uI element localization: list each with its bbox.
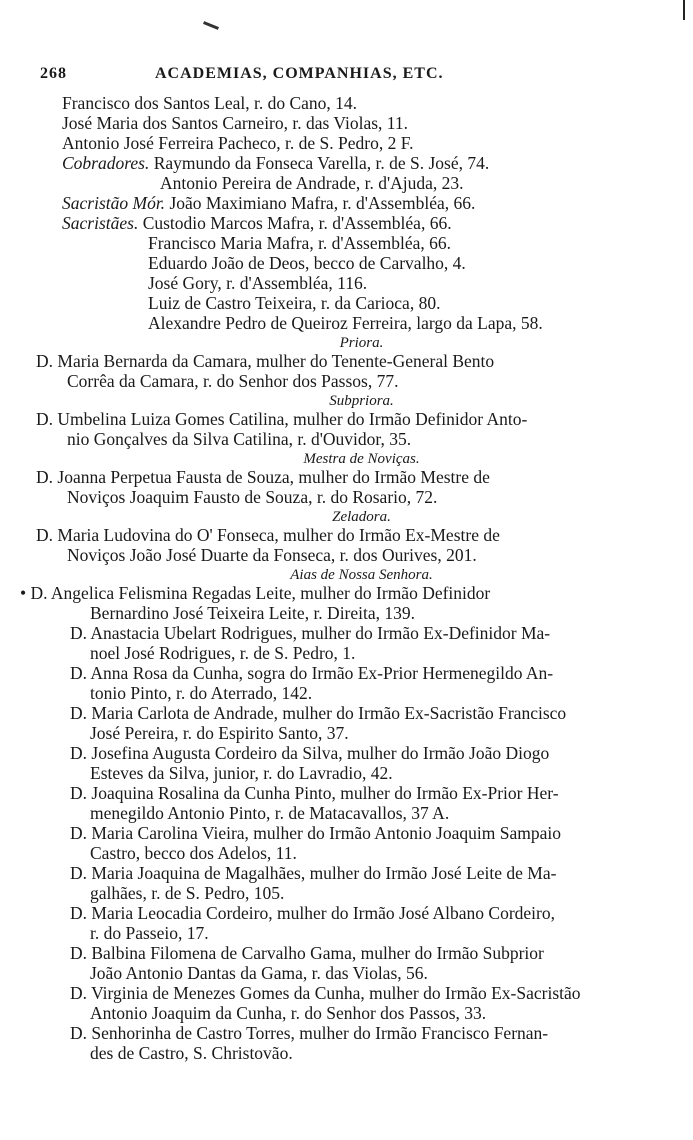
- text-line: r. do Passeio, 17.: [90, 923, 209, 943]
- text-line: D. Maria Ludovina do O' Fonseca, mulher do Irmão Ex-Mestre de: [36, 525, 500, 545]
- text-line: menegildo Antonio Pinto, r. de Matacavallos, 37 A.: [90, 803, 450, 823]
- text-line: • D. Angelica Felismina Regadas Leite, mulher do Irmão Definidor: [20, 583, 491, 603]
- text-line: D. Virginia de Menezes Gomes da Cunha, mulher do Irmão Ex-Sacristão: [70, 983, 581, 1003]
- text-line: tonio Pinto, r. do Aterrado, 142.: [90, 683, 313, 703]
- role-label: Sacristães.: [62, 213, 139, 233]
- text-line: Francisco Maria Mafra, r. d'Assembléa, 66.: [148, 233, 451, 253]
- text-line: Corrêa da Camara, r. do Senhor dos Passos, 77.: [67, 371, 399, 391]
- text-line: Castro, becco dos Adelos, 11.: [90, 843, 297, 863]
- text-line: D. Joaquina Rosalina da Cunha Pinto, mulher do Irmão Ex-Prior Her-: [70, 783, 559, 803]
- text-line: Antonio José Ferreira Pacheco, r. de S. Pedro, 2 F.: [62, 133, 414, 153]
- text-line: D. Maria Joaquina de Magalhães, mulher do Irmão José Leite de Ma-: [70, 863, 557, 883]
- text-line: D. Joanna Perpetua Fausta de Souza, mulher do Irmão Mestre de: [36, 467, 490, 487]
- text-line: Sacristães. Custodio Marcos Mafra, r. d'Assembléa, 66.: [62, 213, 452, 233]
- text-line: D. Anastacia Ubelart Rodrigues, mulher do Irmão Ex-Definidor Ma-: [70, 623, 551, 643]
- text-line: D. Balbina Filomena de Carvalho Gama, mulher do Irmão Subprior: [70, 943, 544, 963]
- text-line: noel José Rodrigues, r. de S. Pedro, 1.: [90, 643, 356, 663]
- text-line: Noviços João José Duarte da Fonseca, r. dos Ourives, 201.: [67, 545, 477, 565]
- text-line: Eduardo João de Deos, becco de Carvalho, 4.: [148, 253, 466, 273]
- section-heading: Subpriora.: [329, 393, 394, 409]
- text-line: Alexandre Pedro de Queiroz Ferreira, largo da Lapa, 58.: [148, 313, 543, 333]
- text-line: José Maria dos Santos Carneiro, r. das Violas, 11.: [62, 113, 408, 133]
- section-heading: Aias de Nossa Senhora.: [290, 567, 433, 583]
- text-line: Noviços Joaquim Fausto de Souza, r. do Rosario, 72.: [67, 487, 438, 507]
- page-edge-rule: [683, 0, 685, 20]
- section-heading: Zeladora.: [332, 509, 391, 525]
- text-line: Antonio Joaquim da Cunha, r. do Senhor dos Passos, 33.: [90, 1003, 487, 1023]
- text-line: D. Umbelina Luiza Gomes Catilina, mulher do Irmão Definidor Anto-: [36, 409, 528, 429]
- text-line: Sacristão Mór. João Maximiano Mafra, r. d'Assembléa, 66.: [62, 193, 476, 213]
- text-line: Antonio Pereira de Andrade, r. d'Ajuda, 23.: [160, 173, 464, 193]
- text-line: D. Maria Leocadia Cordeiro, mulher do Irmão José Albano Cordeiro,: [70, 903, 556, 923]
- text-line: Esteves da Silva, junior, r. do Lavradio, 42.: [90, 763, 393, 783]
- text-line: Francisco dos Santos Leal, r. do Cano, 14.: [62, 93, 358, 113]
- running-header: [40, 64, 660, 84]
- running-title: ACADEMIAS, COMPANHIAS, ETC.: [155, 65, 444, 82]
- text-line: Bernardino José Teixeira Leite, r. Direita, 139.: [90, 603, 416, 623]
- text-line: José Pereira, r. do Espirito Santo, 37.: [90, 723, 349, 743]
- text-line: nio Gonçalves da Silva Catilina, r. d'Ouvidor, 35.: [67, 429, 412, 449]
- role-label: Sacristão Mór.: [62, 193, 166, 213]
- page-number: 268: [40, 65, 67, 82]
- text-line: D. Maria Bernarda da Camara, mulher do Tenente-General Bento: [36, 351, 495, 371]
- text-line: D. Senhorinha de Castro Torres, mulher do Irmão Francisco Fernan-: [70, 1023, 549, 1043]
- text-line: Cobradores. Raymundo da Fonseca Varella, r. de S. José, 74.: [62, 153, 490, 173]
- text-line: João Antonio Dantas da Gama, r. das Violas, 56.: [90, 963, 428, 983]
- ink-mark: [203, 21, 219, 30]
- text-line: Luiz de Castro Teixeira, r. da Carioca, 80.: [148, 293, 441, 313]
- text-line: D. Anna Rosa da Cunha, sogra do Irmão Ex-Prior Hermenegildo An-: [70, 663, 554, 683]
- text-line: des de Castro, S. Christovão.: [90, 1043, 293, 1063]
- text-line: galhães, r. de S. Pedro, 105.: [90, 883, 285, 903]
- role-label: Cobradores.: [62, 153, 150, 173]
- section-heading: Priora.: [339, 335, 384, 351]
- text-line: José Gory, r. d'Assembléa, 116.: [148, 273, 368, 293]
- section-heading: Mestra de Noviças.: [303, 451, 420, 467]
- text-line: D. Josefina Augusta Cordeiro da Silva, mulher do Irmão João Diogo: [70, 743, 550, 763]
- text-line: D. Maria Carolina Vieira, mulher do Irmão Antonio Joaquim Sampaio: [70, 823, 561, 843]
- text-line: D. Maria Carlota de Andrade, mulher do Irmão Ex-Sacristão Francisco: [70, 703, 567, 723]
